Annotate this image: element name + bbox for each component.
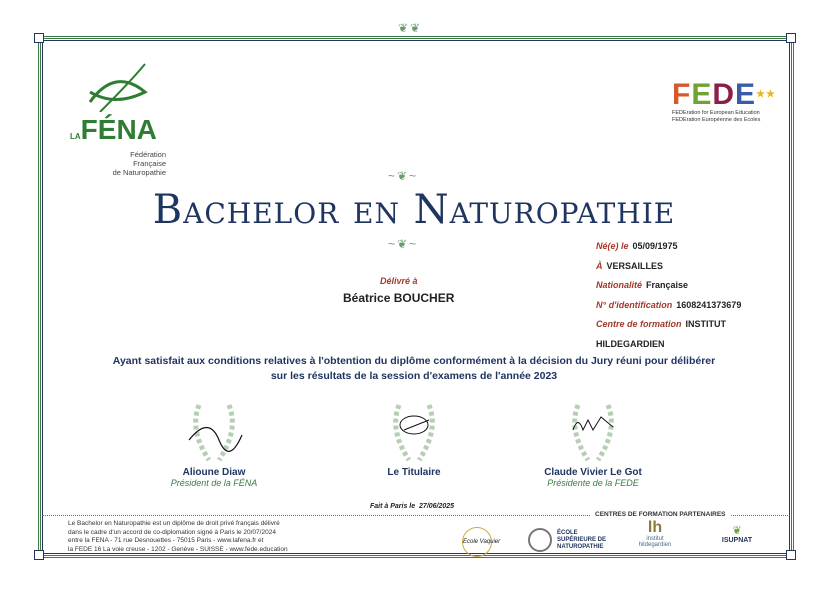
stars-icon: ★★ [756, 89, 776, 100]
diploma-title: Bachelor en Naturopathie [152, 187, 676, 233]
laurel-wreath-icon [563, 395, 623, 465]
border-corner [34, 33, 44, 43]
conditions-text: Ayant satisfait aux conditions relatives à l'obtention du diplôme conformément à la décision du Jury réuni pour délibérer sur les résultats de la session d'examens de l'année 2023 [112, 355, 716, 382]
partner-emblem-icon [528, 528, 552, 552]
title-ornament-icon: ~❦~ [388, 169, 419, 183]
partners-label: CENTRES DE FORMATION PARTENAIRES [590, 511, 731, 518]
recipient-info: Né(e) le 05/09/1975 À VERSAILLES Nationalité Française N° d'identification 1608241373679 Centre de formation INSTITUT HILDEGARDIEN [596, 241, 742, 349]
fena-leaf-icon [70, 62, 160, 112]
partner-logo: ❦ ISUPNAT [712, 525, 762, 544]
partner-logo: Ecole Vaquier [462, 527, 492, 557]
laurel-wreath-icon [184, 395, 244, 465]
signature-block: Alioune Diaw Président de la FÉNA [134, 395, 294, 488]
leaf-icon: ❦ [732, 525, 742, 537]
partner-logo: lh institut hildegardien [630, 520, 680, 548]
laurel-wreath-icon [384, 395, 444, 465]
fede-logo-name: FEDE [672, 78, 757, 111]
delivered-label: Délivré à [380, 276, 418, 286]
signature-block: Claude Vivier Le Got Présidente de la FEDE [513, 395, 673, 488]
issue-date: Fait à Paris le 27/06/2025 [370, 503, 455, 510]
border-corner [786, 33, 796, 43]
border-corner [786, 550, 796, 560]
border-corner [34, 550, 44, 560]
partner-logo: ÉCOLE SUPÉRIEURE DE NATUROPATHIE [557, 530, 607, 550]
footer-legal-text: Le Bachelor en Naturopathie est un diplôme de droit privé français délivré dans le cadre d'un accord de co-diplomation signé à Paris le 20/07/2024 entre la FENA - 71 rue Desnouettes - 75015 Paris - www.lafena.fr et la FEDE 16 La voie creuse - 1202 - Genève - SUISSE - www.fede.education [68, 520, 288, 553]
fena-logo: LAFÉNA Fédération Française de Naturopathie [70, 62, 170, 177]
fede-logo: FEDE★★ FEDEration for European Education FEDEration Européenne des Ecoles [672, 78, 776, 123]
signature-block: Le Titulaire [334, 395, 494, 478]
title-ornament-icon: ~❦~ [388, 237, 419, 251]
top-ornament-icon: ❦❦ [398, 21, 423, 35]
hildegardien-logo-icon: lh [647, 519, 663, 536]
recipient-name: Béatrice BOUCHER [343, 291, 455, 305]
